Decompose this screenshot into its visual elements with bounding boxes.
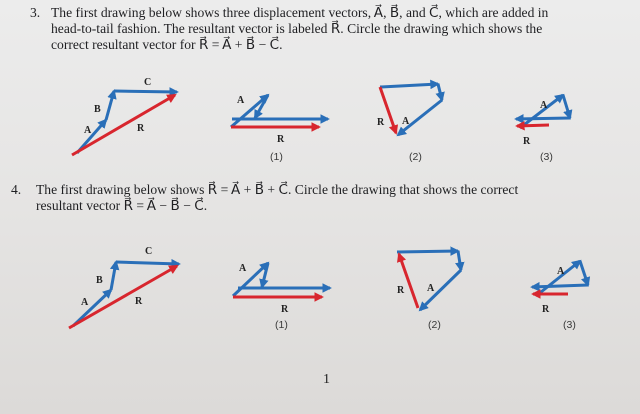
label-C: C⃗ (145, 246, 160, 257)
q3-option-1-drawing (231, 95, 328, 145)
vector-B (111, 262, 116, 290)
label-R: R⃗ (397, 285, 412, 296)
label-R: R⃗ (542, 304, 557, 315)
q3-text-line2: head-to-tail fashion. The resultant vector is labeled R⃗. Circle the drawing which shows the (51, 21, 543, 36)
label-A: A⃗ (427, 283, 442, 294)
label-A: A⃗ (402, 116, 417, 127)
q4-text-line1: The first drawing below shows R⃗ = A⃗ + B⃗ + C⃗. Circle the drawing that shows the correct (36, 182, 519, 197)
label-R: R⃗ (137, 123, 152, 134)
q4-caption-1: (1) (275, 319, 288, 331)
q4-caption-3: (3) (563, 319, 576, 331)
q4-number: 4. (11, 182, 22, 197)
q3-caption-1: (1) (270, 151, 283, 163)
label-A: A⃗ (237, 95, 252, 106)
label-A: A⃗ (540, 100, 555, 111)
label-A: A⃗ (239, 263, 254, 274)
q3-caption-3: (3) (540, 151, 553, 163)
page-number: 1 (323, 372, 330, 387)
vector-C (380, 84, 438, 87)
q3-caption-2: (2) (409, 151, 422, 163)
vector-C (397, 251, 458, 252)
label-A: A⃗ (84, 125, 99, 136)
vector-B (438, 84, 442, 100)
vector-B (458, 251, 461, 270)
q4-option-2-drawing (397, 251, 461, 310)
vector-R (517, 125, 549, 126)
q3-text-line3: correct resultant vector for R⃗ = A⃗ + B⃗ − C⃗. (51, 37, 283, 52)
q4-option-1-drawing (233, 263, 330, 315)
q3-number: 3. (30, 5, 41, 20)
label-A: A⃗ (557, 266, 572, 277)
label-C: C⃗ (144, 77, 159, 88)
label-R: R⃗ (281, 304, 296, 315)
label-A: A⃗ (81, 297, 96, 308)
q4-text-line2: resultant vector R⃗ = A⃗ − B⃗ − C⃗. (36, 198, 208, 213)
label-R: R⃗ (523, 136, 538, 147)
q3-text-line1: The first drawing below shows three displacement vectors, A⃗, B⃗, and C⃗, which are added in (51, 5, 549, 20)
label-B: B⃗ (96, 275, 111, 286)
q4-reference-drawing (69, 246, 179, 328)
label-R: R⃗ (135, 296, 150, 307)
q3-option-3-drawing (516, 95, 570, 147)
label-R: R⃗ (277, 134, 292, 145)
vector-C (116, 262, 179, 264)
vector-C (114, 91, 177, 92)
q3-option-2-drawing (377, 84, 442, 135)
vector-C (532, 285, 588, 287)
vector-C (516, 118, 570, 119)
q4-option-3-drawing (532, 261, 588, 315)
q3-reference-drawing (72, 77, 177, 155)
vector-B (563, 95, 570, 118)
label-R: R⃗ (377, 117, 392, 128)
vector-R (399, 254, 418, 308)
q4-caption-2: (2) (428, 319, 441, 331)
vector-B (580, 261, 588, 285)
label-B: B⃗ (94, 104, 109, 115)
